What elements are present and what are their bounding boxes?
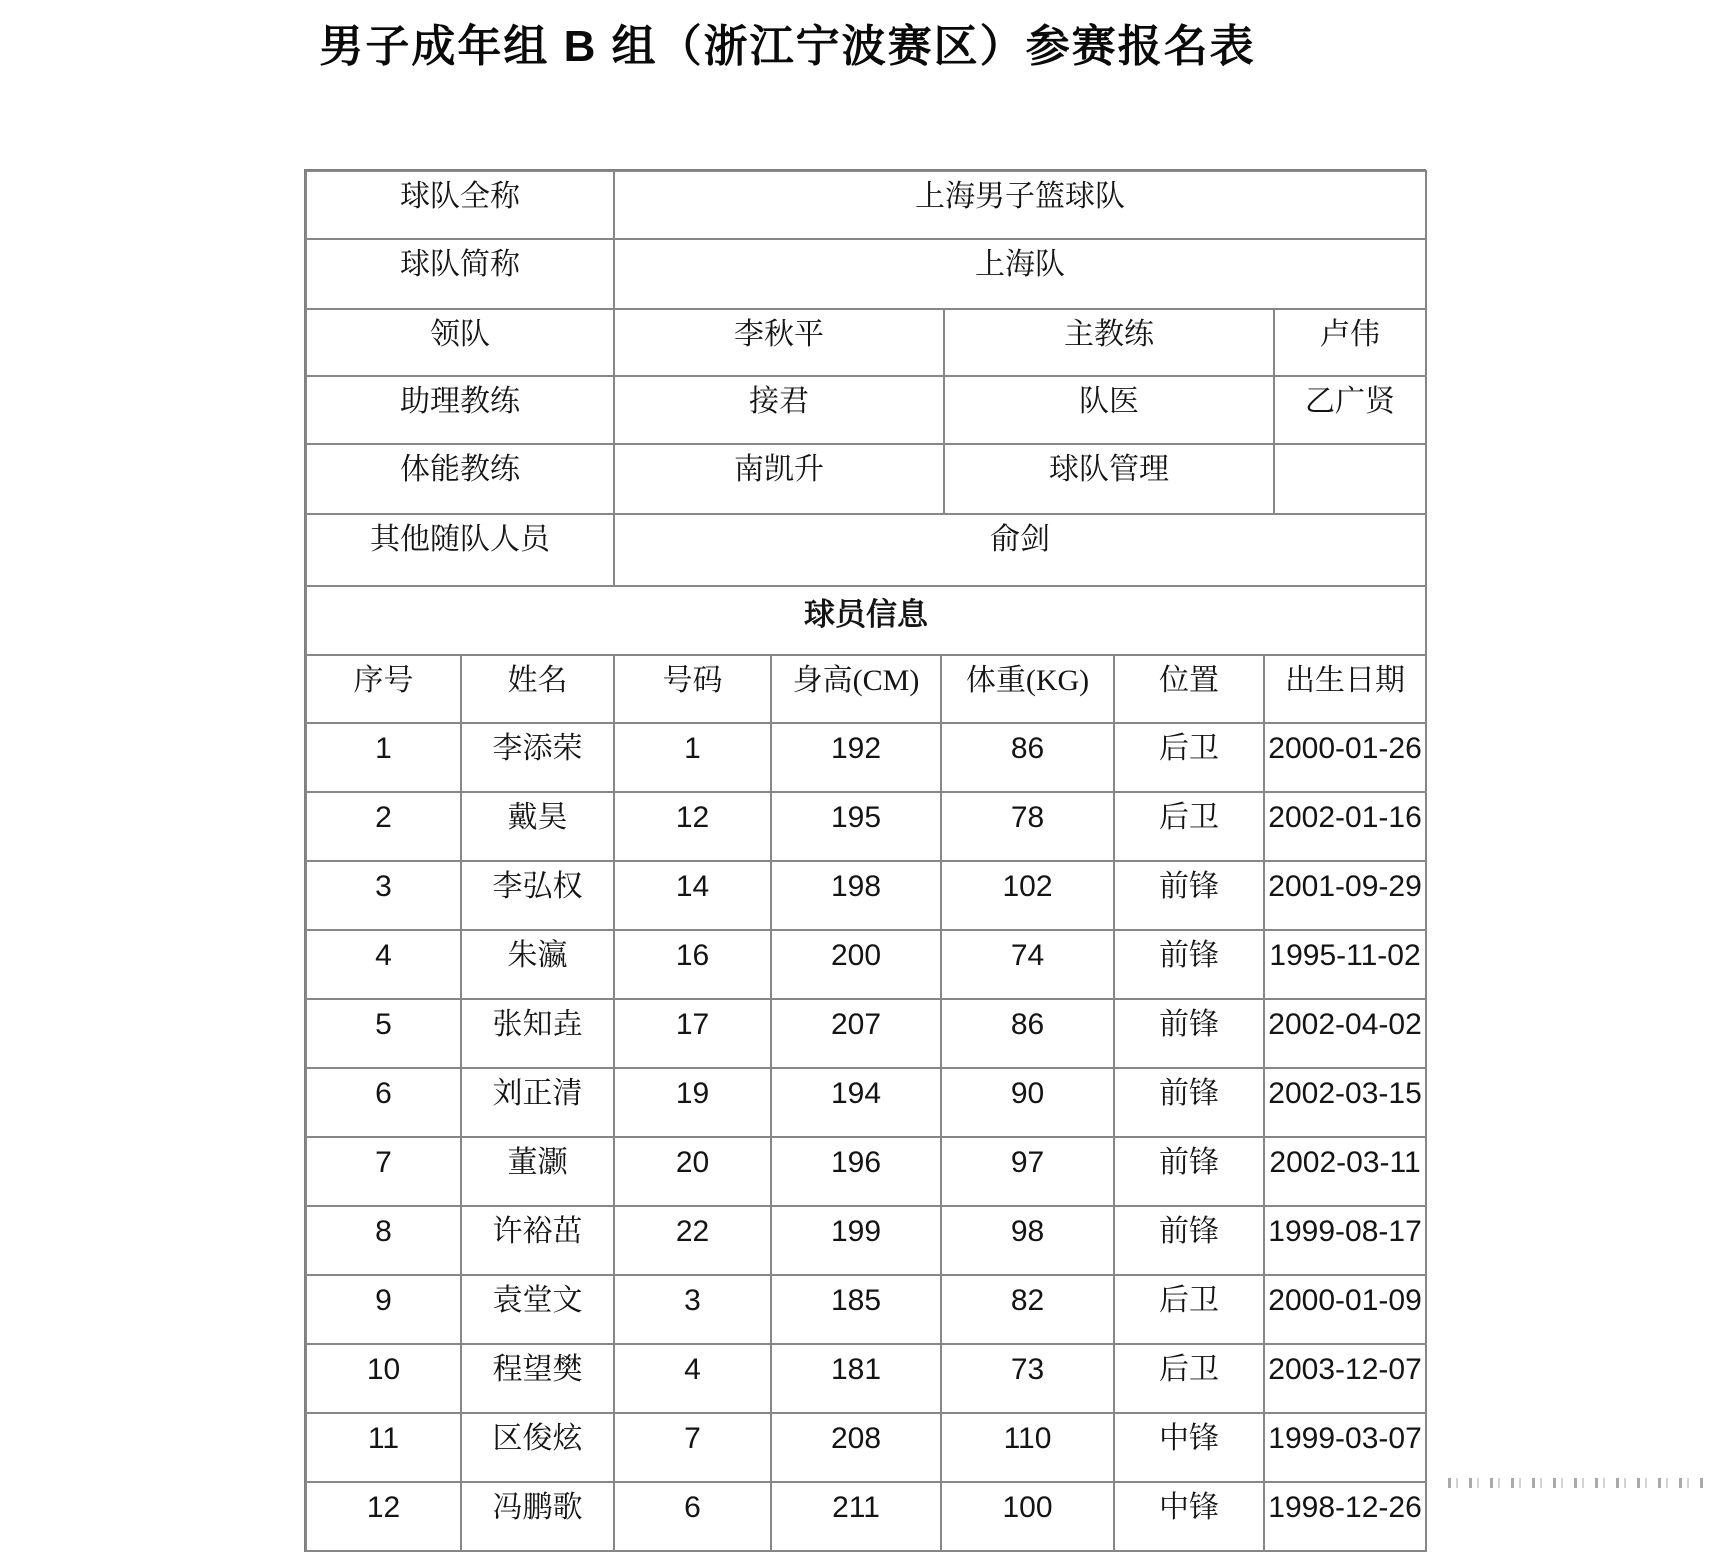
player-name-cell: 程望樊: [461, 1344, 614, 1413]
player-index-cell: 11: [306, 1413, 461, 1482]
team-fullname-value: 上海男子篮球队: [614, 171, 1426, 239]
player-index-cell: 12: [306, 1482, 461, 1551]
player-weight-cell: 90: [941, 1068, 1114, 1137]
player-birthdate-cell: 2002-01-16: [1264, 792, 1426, 861]
player-birthdate-cell: 2003-12-07: [1264, 1344, 1426, 1413]
player-section-banner-row: [306, 586, 1426, 655]
player-position-cell: 前锋: [1114, 1068, 1264, 1137]
player-row: [306, 1413, 1426, 1482]
player-row: [306, 723, 1426, 792]
player-birthdate-cell: 2000-01-26: [1264, 723, 1426, 792]
player-height-cell: 194: [771, 1068, 941, 1137]
team-leader-label: 领队: [306, 309, 614, 376]
player-name-cell: 李弘权: [461, 861, 614, 930]
player-birthdate-cell: 1998-12-26: [1264, 1482, 1426, 1551]
player-position-cell: 中锋: [1114, 1413, 1264, 1482]
player-weight-cell: 74: [941, 930, 1114, 999]
registration-form-table: [305, 170, 1425, 1552]
player-height-cell: 195: [771, 792, 941, 861]
player-birthdate-cell: 2001-09-29: [1264, 861, 1426, 930]
player-index-cell: 9: [306, 1275, 461, 1344]
player-position-cell: 前锋: [1114, 861, 1264, 930]
player-height-cell: 208: [771, 1413, 941, 1482]
player-row: [306, 1206, 1426, 1275]
head-coach-label: 主教练: [944, 309, 1274, 376]
player-weight-cell: 100: [941, 1482, 1114, 1551]
player-info-table: [305, 585, 1427, 1552]
header-number: 号码: [614, 655, 771, 723]
player-name-cell: 张知垚: [461, 999, 614, 1068]
header-birthdate: 出生日期: [1264, 655, 1426, 723]
player-name-cell: 戴昊: [461, 792, 614, 861]
clipped-page-edge-artifact: [1448, 1478, 1703, 1488]
player-number-cell: 6: [614, 1482, 771, 1551]
player-birthdate-cell: 2002-04-02: [1264, 999, 1426, 1068]
header-position: 位置: [1114, 655, 1264, 723]
player-number-cell: 20: [614, 1137, 771, 1206]
player-number-cell: 3: [614, 1275, 771, 1344]
player-number-cell: 1: [614, 723, 771, 792]
player-position-cell: 前锋: [1114, 1206, 1264, 1275]
player-name-cell: 朱瀛: [461, 930, 614, 999]
player-height-cell: 211: [771, 1482, 941, 1551]
player-row: [306, 1344, 1426, 1413]
player-number-cell: 16: [614, 930, 771, 999]
player-number-cell: 22: [614, 1206, 771, 1275]
player-position-cell: 中锋: [1114, 1482, 1264, 1551]
team-manager-label: 球队管理: [944, 444, 1274, 514]
player-birthdate-cell: 1995-11-02: [1264, 930, 1426, 999]
other-staff-label: 其他随队人员: [306, 514, 614, 586]
assistant-coach-label: 助理教练: [306, 376, 614, 444]
player-position-cell: 前锋: [1114, 999, 1264, 1068]
player-index-cell: 7: [306, 1137, 461, 1206]
assistant-coach-value: 接君: [614, 376, 944, 444]
player-name-cell: 冯鹏歌: [461, 1482, 614, 1551]
player-row: [306, 1482, 1426, 1551]
player-height-cell: 196: [771, 1137, 941, 1206]
player-birthdate-cell: 2002-03-15: [1264, 1068, 1426, 1137]
player-row: [306, 930, 1426, 999]
player-weight-cell: 86: [941, 999, 1114, 1068]
team-shortname-value: 上海队: [614, 239, 1426, 309]
player-index-cell: 3: [306, 861, 461, 930]
team-manager-value: [1274, 444, 1426, 514]
header-weight: 体重(KG): [941, 655, 1114, 723]
player-weight-cell: 73: [941, 1344, 1114, 1413]
player-weight-cell: 98: [941, 1206, 1114, 1275]
header-name: 姓名: [461, 655, 614, 723]
player-number-cell: 12: [614, 792, 771, 861]
player-index-cell: 10: [306, 1344, 461, 1413]
player-index-cell: 1: [306, 723, 461, 792]
player-number-cell: 4: [614, 1344, 771, 1413]
player-row: [306, 792, 1426, 861]
player-position-cell: 后卫: [1114, 723, 1264, 792]
player-name-cell: 许裕茁: [461, 1206, 614, 1275]
team-leader-value: 李秋平: [614, 309, 944, 376]
player-number-cell: 7: [614, 1413, 771, 1482]
player-weight-cell: 102: [941, 861, 1114, 930]
player-name-cell: 区俊炫: [461, 1413, 614, 1482]
player-position-cell: 前锋: [1114, 930, 1264, 999]
header-height: 身高(CM): [771, 655, 941, 723]
team-info-table: [305, 170, 1427, 587]
head-coach-value: 卢伟: [1274, 309, 1426, 376]
player-position-cell: 后卫: [1114, 1275, 1264, 1344]
team-shortname-row: [306, 239, 1426, 309]
player-number-cell: 14: [614, 861, 771, 930]
page-title: 男子成年组 B 组（浙江宁波赛区）参赛报名表: [319, 22, 1256, 71]
player-table-header-row: [306, 655, 1426, 723]
player-index-cell: 5: [306, 999, 461, 1068]
player-number-cell: 17: [614, 999, 771, 1068]
team-doctor-label: 队医: [944, 376, 1274, 444]
player-height-cell: 192: [771, 723, 941, 792]
player-section-title: 球员信息: [306, 586, 1426, 655]
player-row: [306, 1137, 1426, 1206]
other-staff-value: 俞剑: [614, 514, 1426, 586]
player-position-cell: 后卫: [1114, 792, 1264, 861]
player-height-cell: 181: [771, 1344, 941, 1413]
player-row: [306, 999, 1426, 1068]
player-height-cell: 199: [771, 1206, 941, 1275]
player-name-cell: 董灏: [461, 1137, 614, 1206]
player-height-cell: 200: [771, 930, 941, 999]
player-row: [306, 1068, 1426, 1137]
player-weight-cell: 97: [941, 1137, 1114, 1206]
player-birthdate-cell: 1999-08-17: [1264, 1206, 1426, 1275]
team-fullname-row: [306, 171, 1426, 239]
player-birthdate-cell: 1999-03-07: [1264, 1413, 1426, 1482]
header-index: 序号: [306, 655, 461, 723]
player-weight-cell: 82: [941, 1275, 1114, 1344]
team-fullname-label: 球队全称: [306, 171, 614, 239]
leader-coach-row: [306, 309, 1426, 376]
player-weight-cell: 78: [941, 792, 1114, 861]
fitness-manager-row: [306, 444, 1426, 514]
player-row: [306, 861, 1426, 930]
player-position-cell: 后卫: [1114, 1344, 1264, 1413]
player-name-cell: 李添荣: [461, 723, 614, 792]
player-name-cell: 刘正清: [461, 1068, 614, 1137]
player-number-cell: 19: [614, 1068, 771, 1137]
player-birthdate-cell: 2002-03-11: [1264, 1137, 1426, 1206]
fitness-coach-value: 南凯升: [614, 444, 944, 514]
team-shortname-label: 球队简称: [306, 239, 614, 309]
player-height-cell: 198: [771, 861, 941, 930]
assistant-doctor-row: [306, 376, 1426, 444]
player-position-cell: 前锋: [1114, 1137, 1264, 1206]
player-height-cell: 185: [771, 1275, 941, 1344]
player-height-cell: 207: [771, 999, 941, 1068]
player-index-cell: 6: [306, 1068, 461, 1137]
player-index-cell: 4: [306, 930, 461, 999]
player-weight-cell: 110: [941, 1413, 1114, 1482]
player-row: [306, 1275, 1426, 1344]
player-name-cell: 袁堂文: [461, 1275, 614, 1344]
player-birthdate-cell: 2000-01-09: [1264, 1275, 1426, 1344]
other-staff-row: [306, 514, 1426, 586]
player-weight-cell: 86: [941, 723, 1114, 792]
player-index-cell: 8: [306, 1206, 461, 1275]
fitness-coach-label: 体能教练: [306, 444, 614, 514]
team-doctor-value: 乙广贤: [1274, 376, 1426, 444]
player-index-cell: 2: [306, 792, 461, 861]
